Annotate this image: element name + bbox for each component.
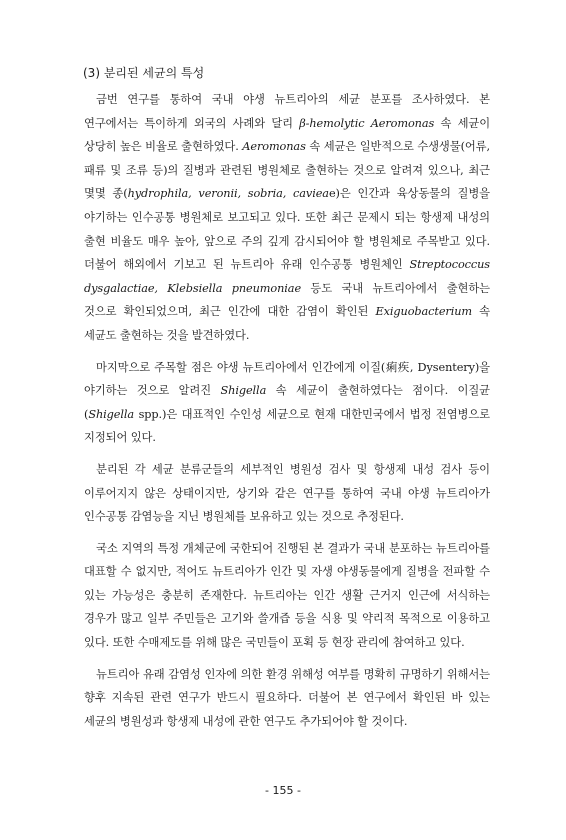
text-run: 국소 지역의 특정 개체군에 국한되어 진행된 본 결과가 국내 분포하는 뉴트리아를 대표할 수 없지만, 적어도 뉴트리아가 인간 및 자생 야생동물에게 질병을 전파할 수 있는 가능성은 충분히 존재한다. 뉴트리아는 인간 생활 근거지 인근에 서식하는 경우가 많고 일부 주민들은 고기와 쓸개즙 등을 식용 및 약리적 목적으로 이용하고 있다. 또한 수매제도를 위해 많은 국민들이 포획 등 현장 관리에 참여하고 있다. <box>84 541 490 650</box>
text-run: 뉴트리아 유래 감염성 인자에 의한 환경 위해성 여부를 명확히 규명하기 위해서는 향후 지속된 관련 연구가 반드시 필요하다. 더불어 본 연구에서 확인된 바 있는 세균의 병원성과 항생제 내성에 관한 연구도 추가되어야 할 것이다. <box>84 667 490 728</box>
text-run: 속 세균은 일반적으로 수생생물(어류, 패류 및 조류 등)의 질병과 관련된 병원체로 출현하는 것으로 알려져 있으나, 최근 몇몇 종( <box>84 140 490 201</box>
body-text <box>84 88 490 741</box>
text-run: 마지막으로 주목할 점은 야생 뉴트리아에서 인간에게 이질(痢疾, Dysentery)을 야기하는 것으로 알려진 <box>84 360 490 398</box>
section-heading: (3) 분리된 세균의 특성 <box>83 66 205 80</box>
text-run: 분리된 각 세균 분류군들의 세부적인 병원성 검사 및 항생제 내성 검사 등이 이루어지지 않은 상태이지만, 상기와 같은 연구를 통하여 국내 야생 뉴트리아가 인수공통 감염능을 지닌 병원체를 보유하고 있는 것으로 추정된다. <box>84 462 490 524</box>
text-run: e)은 인간과 육상동물의 질병을 야기하는 인수공통 병원체로 보고되고 있다. 또한 최근 문제시 되는 항생제 내성의 출현 비율도 매우 높아, 앞으로 주의 깊게 감시되어야 할 병원체로 주목받고 있다. 더불어 해외에서 기보고 된 뉴트리아 유래 인수공통 병원체인 <box>84 187 490 272</box>
text-run: 금번 연구를 통하여 국내 야생 뉴트리아의 세균 분포를 조사하였다. 본 연구에서는 특이하게 외국의 사례와 달리 <box>84 93 490 130</box>
italic-term: β-hemolytic Aeromonas <box>299 116 435 130</box>
text-run: 속 세균이 상당히 높은 비율로 출현하였다. <box>84 116 491 154</box>
italic-term: Streptococcus dysgalactiae, Klebsiella pneumoniae <box>84 258 490 295</box>
paragraph-1 <box>84 88 490 348</box>
italic-term: Aeromonas <box>242 140 306 154</box>
italic-term: Exiguobacterium <box>375 305 473 319</box>
paragraph-5 <box>84 663 490 734</box>
text-run: 등도 국내 뉴트리아에서 출현하는 것으로 확인되었으며, 최근 인간에 대한 감염이 확인된 <box>84 281 490 319</box>
italic-term: Shigella <box>88 407 135 421</box>
paragraph-3 <box>84 458 490 529</box>
italic-term: Shigella <box>220 384 267 398</box>
paragraph-4 <box>84 537 490 655</box>
italic-term: hydrophila, veronii, sobria, caviea <box>127 187 329 201</box>
text-run: spp.)은 대표적인 수인성 세균으로 현재 대한민국에서 법정 전염병으로 지정되어 있다. <box>84 407 490 445</box>
page-number: - 155 - <box>265 784 301 797</box>
text-run: 속 세균도 출현하는 것을 발견하였다. <box>84 305 490 342</box>
text-run: 속 세균이 출현하였다는 점이다. 이질균( <box>84 384 490 421</box>
paragraph-2 <box>84 356 490 450</box>
